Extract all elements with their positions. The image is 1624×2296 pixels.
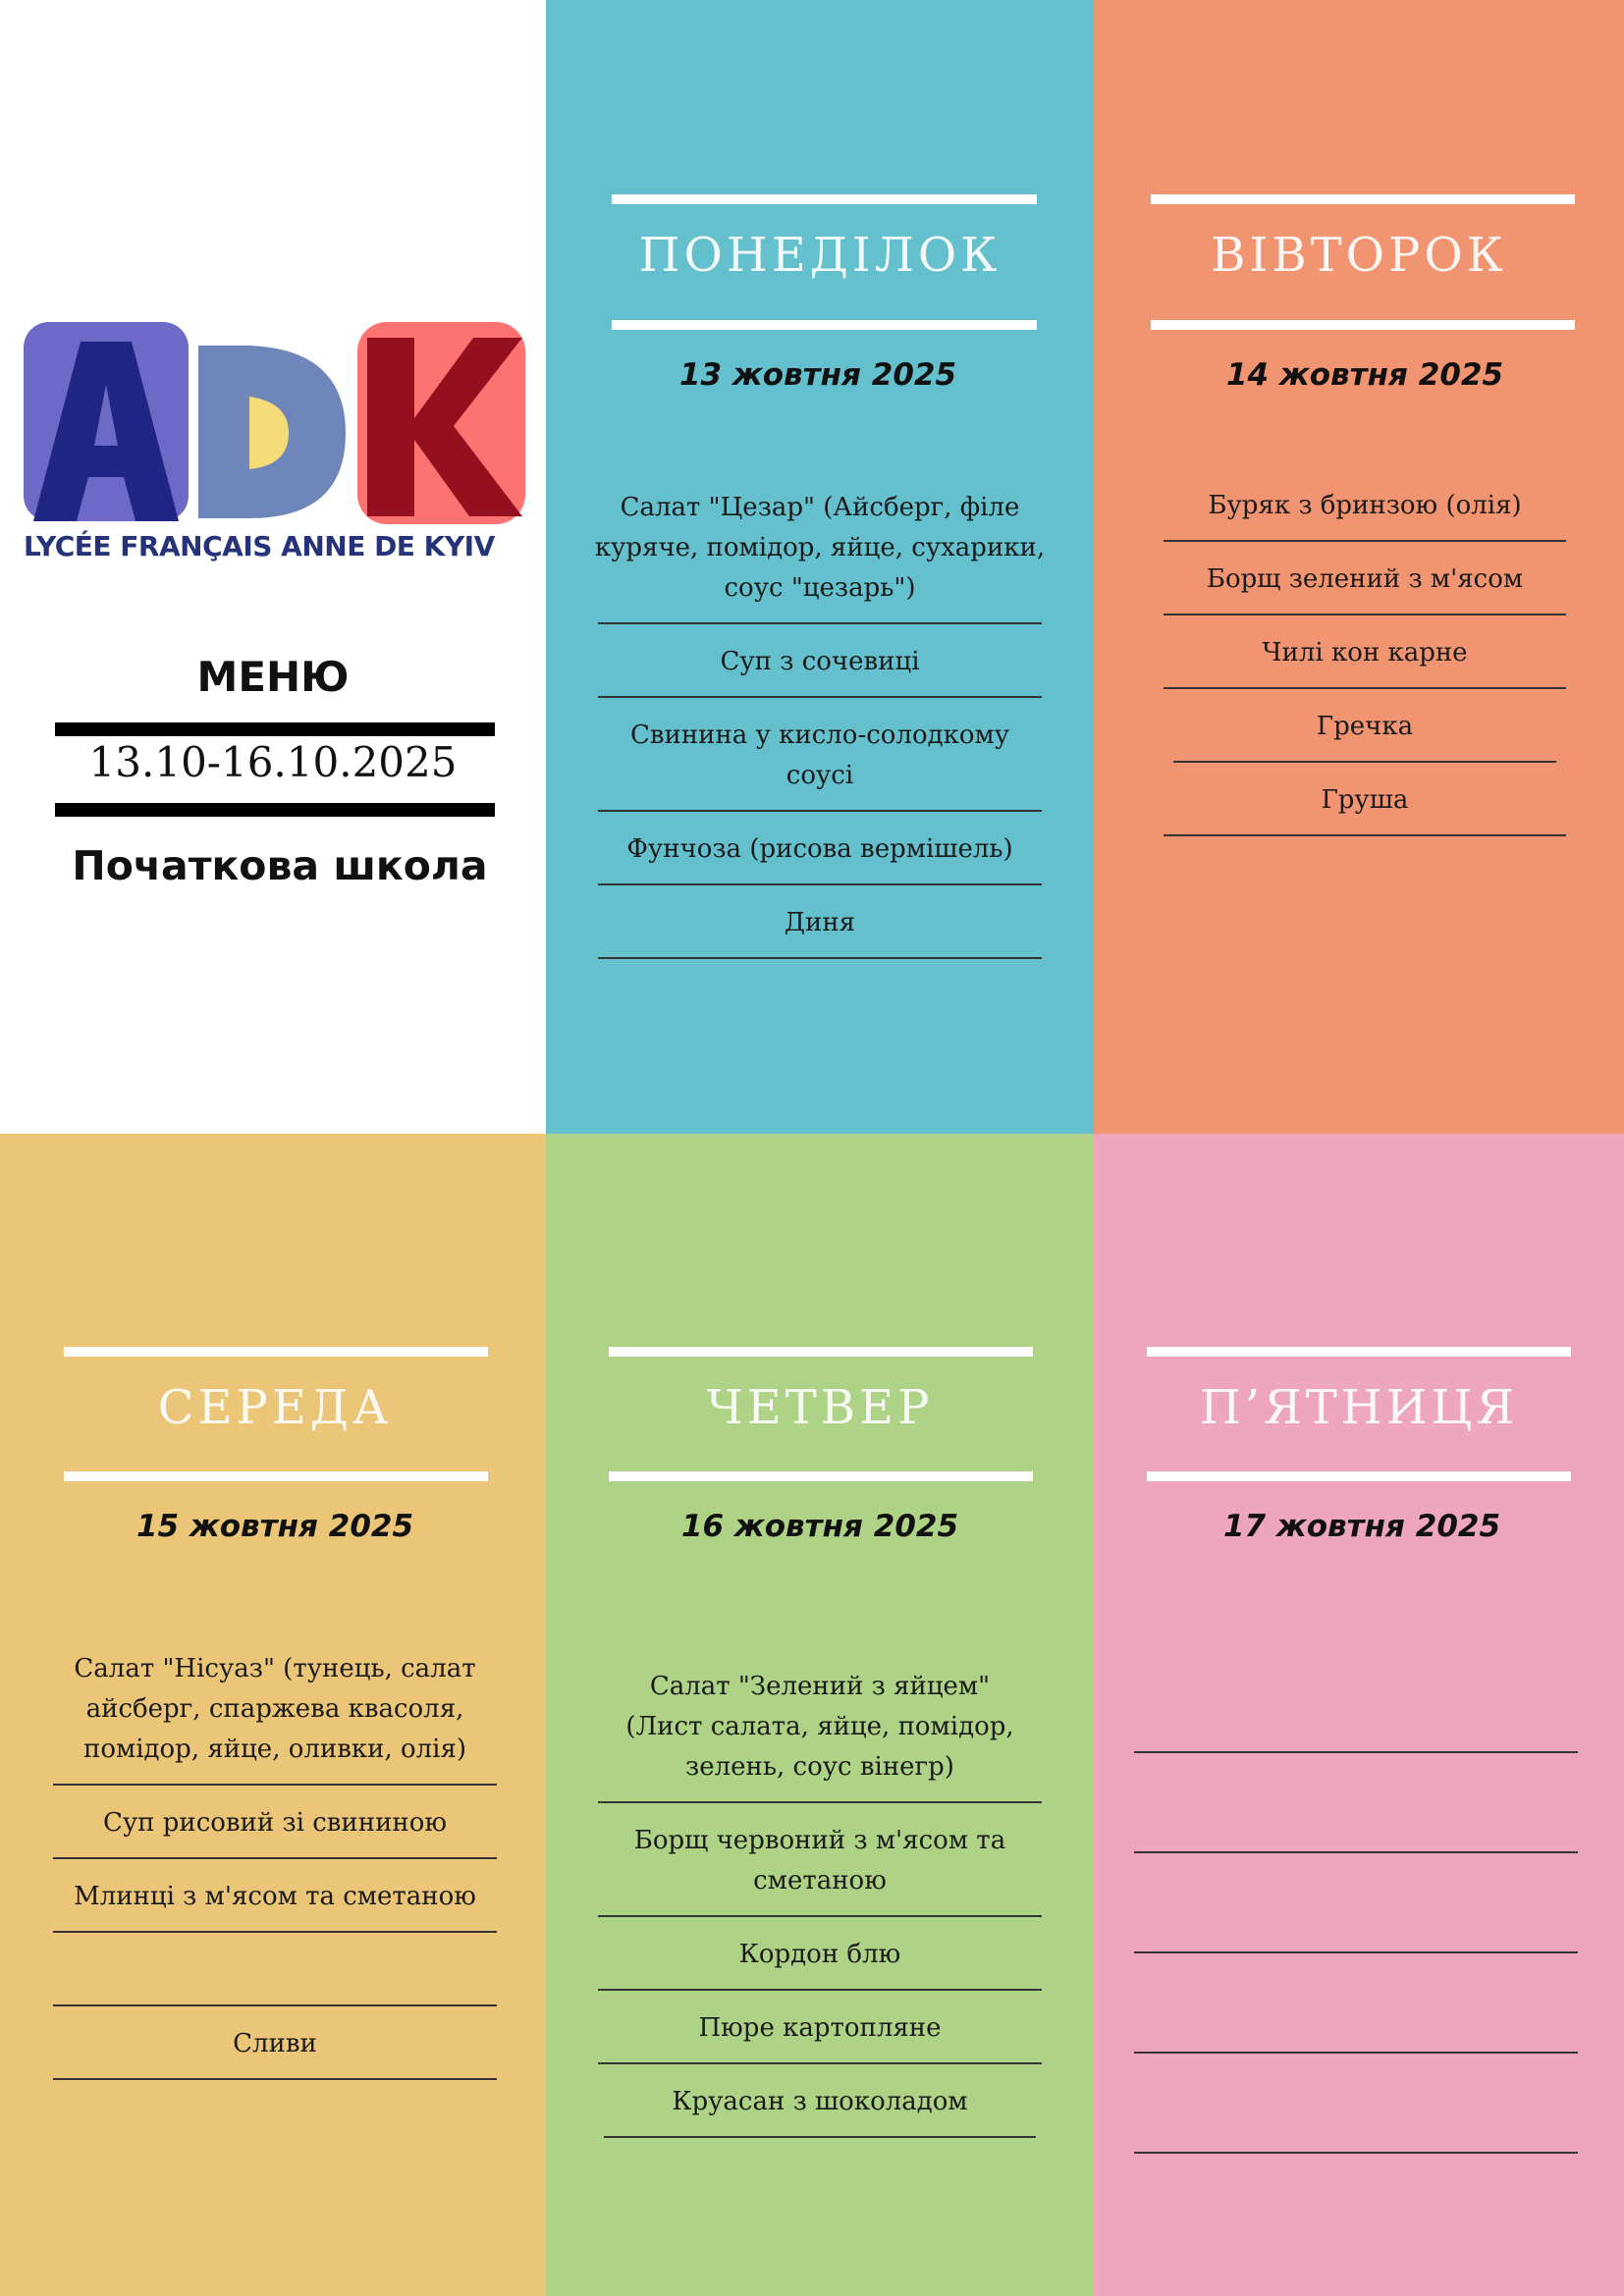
head-bar-bottom: [612, 320, 1037, 330]
day-date: 17 жовтня 2025: [1222, 1509, 1501, 1544]
dish-separator: [1173, 753, 1556, 763]
head-bar-top: [609, 1347, 1033, 1357]
head-bar-bottom: [1147, 1471, 1571, 1481]
day-name: ВІВТОРОК: [1211, 228, 1507, 283]
day-panel-thursday: [546, 1134, 1094, 2296]
dish-separator: [1134, 2144, 1578, 2154]
dish-item: Суп рисовий зі свининою: [102, 1808, 448, 1838]
day-name: ЧЕТВЕР: [706, 1380, 934, 1435]
dish-separator: [1134, 1743, 1578, 1753]
dish-item: Буряк з бринзою (олія): [1208, 491, 1522, 520]
dish-item: Кордон блю: [738, 1940, 901, 1969]
head-bar-bottom: [1151, 320, 1575, 330]
dish-separator: [1164, 606, 1566, 615]
dish-item: [1134, 1728, 1578, 1737]
dish-separator: [53, 1923, 497, 1933]
dish-separator: [598, 876, 1042, 885]
head-bar-bottom: [609, 1471, 1033, 1481]
dish-list: [1094, 1728, 1624, 2171]
day-panel-wednesday: [0, 1134, 546, 2296]
dish-separator: [53, 1849, 497, 1859]
dish-item: Сливи: [233, 2029, 317, 2058]
dish-item: Фунчоза (рисова вермішель): [626, 834, 1013, 864]
dish-item: Борщ зелений з м'ясом: [1206, 564, 1524, 594]
title-panel: [0, 0, 546, 1134]
head-bar-top: [64, 1347, 488, 1357]
day-date: 16 жовтня 2025: [680, 1509, 959, 1544]
dish-item: [1134, 2128, 1578, 2138]
dish-separator: [1164, 679, 1566, 689]
day-panel-friday: [1094, 1134, 1624, 2296]
day-date: 13 жовтня 2025: [678, 357, 957, 393]
dish-item: [53, 1950, 497, 1991]
dish-separator: [604, 2128, 1036, 2138]
day-panel-tuesday: [1094, 0, 1624, 1134]
school-logo: [22, 320, 527, 526]
dish-separator: [598, 1793, 1042, 1803]
dish-separator: [598, 1907, 1042, 1917]
school-level: Початкова школа: [72, 842, 488, 889]
logo-caption: LYCÉE FRANÇAIS ANNE DE KYIV: [24, 530, 495, 562]
menu-title: МЕНЮ: [196, 653, 350, 701]
dish-item: Груша: [1321, 785, 1409, 815]
divider-top: [55, 722, 495, 736]
dish-list: [1106, 486, 1624, 854]
dish-item: Борщ червоний з м'ясом та сметаною: [633, 1826, 1006, 1896]
day-name: СЕРЕДА: [157, 1380, 393, 1435]
dish-item: [1134, 2028, 1578, 2038]
day-panel-monday: [546, 0, 1094, 1134]
dish-separator: [1164, 827, 1566, 836]
head-bar-top: [1147, 1347, 1571, 1357]
dish-item: Чилі кон карне: [1262, 638, 1468, 667]
dish-item: [1134, 1828, 1578, 1838]
dish-item: Свинина у кисло-солодкому соусі: [629, 721, 1010, 790]
day-date: 15 жовтня 2025: [135, 1509, 414, 1544]
head-bar-bottom: [64, 1471, 488, 1481]
dish-item: Салат "Нісуаз" (тунець, салат айсберг, спаржева квасоля, помідор, яйце, оливки, олія): [74, 1654, 476, 1764]
dish-separator: [598, 614, 1042, 624]
dish-separator: [53, 1997, 497, 2006]
dish-item: Круасан з шоколадом: [672, 2087, 968, 2116]
day-name: П’ЯТНИЦЯ: [1199, 1380, 1519, 1435]
dish-separator: [598, 949, 1042, 959]
dish-separator: [1134, 1843, 1578, 1853]
dish-list: [546, 1667, 1094, 2156]
head-bar-top: [1151, 194, 1575, 204]
head-bar-top: [612, 194, 1037, 204]
dish-separator: [53, 1776, 497, 1786]
dish-item: Салат "Цезар" (Айсберг, філе куряче, помідор, яйце, сухарики, соус "цезарь"): [594, 493, 1046, 603]
menu-dates: 13.10-16.10.2025: [88, 738, 458, 786]
day-name: ПОНЕДІЛОК: [638, 228, 1001, 283]
dish-separator: [1134, 1944, 1578, 1953]
dish-separator: [1164, 532, 1566, 542]
dish-item: Салат "Зелений з яйцем" (Лист салата, яйце, помідор, зелень, соус вінегр): [625, 1672, 1014, 1782]
dish-item: Суп з сочевиці: [720, 647, 920, 676]
dish-separator: [53, 2070, 497, 2080]
dish-list: [4, 1649, 546, 2098]
dish-item: Диня: [784, 908, 856, 937]
dish-list: [546, 488, 1094, 977]
dish-separator: [598, 2055, 1042, 2064]
day-date: 14 жовтня 2025: [1225, 357, 1504, 393]
dish-separator: [598, 1981, 1042, 1991]
dish-item: [1134, 1928, 1578, 1938]
dish-separator: [598, 802, 1042, 812]
divider-bottom: [55, 803, 495, 817]
dish-separator: [1134, 2044, 1578, 2054]
dish-item: Гречка: [1316, 712, 1414, 741]
dish-separator: [598, 688, 1042, 698]
dish-item: Млинці з м'ясом та сметаною: [74, 1882, 476, 1911]
dish-item: Пюре картопляне: [698, 2013, 942, 2043]
